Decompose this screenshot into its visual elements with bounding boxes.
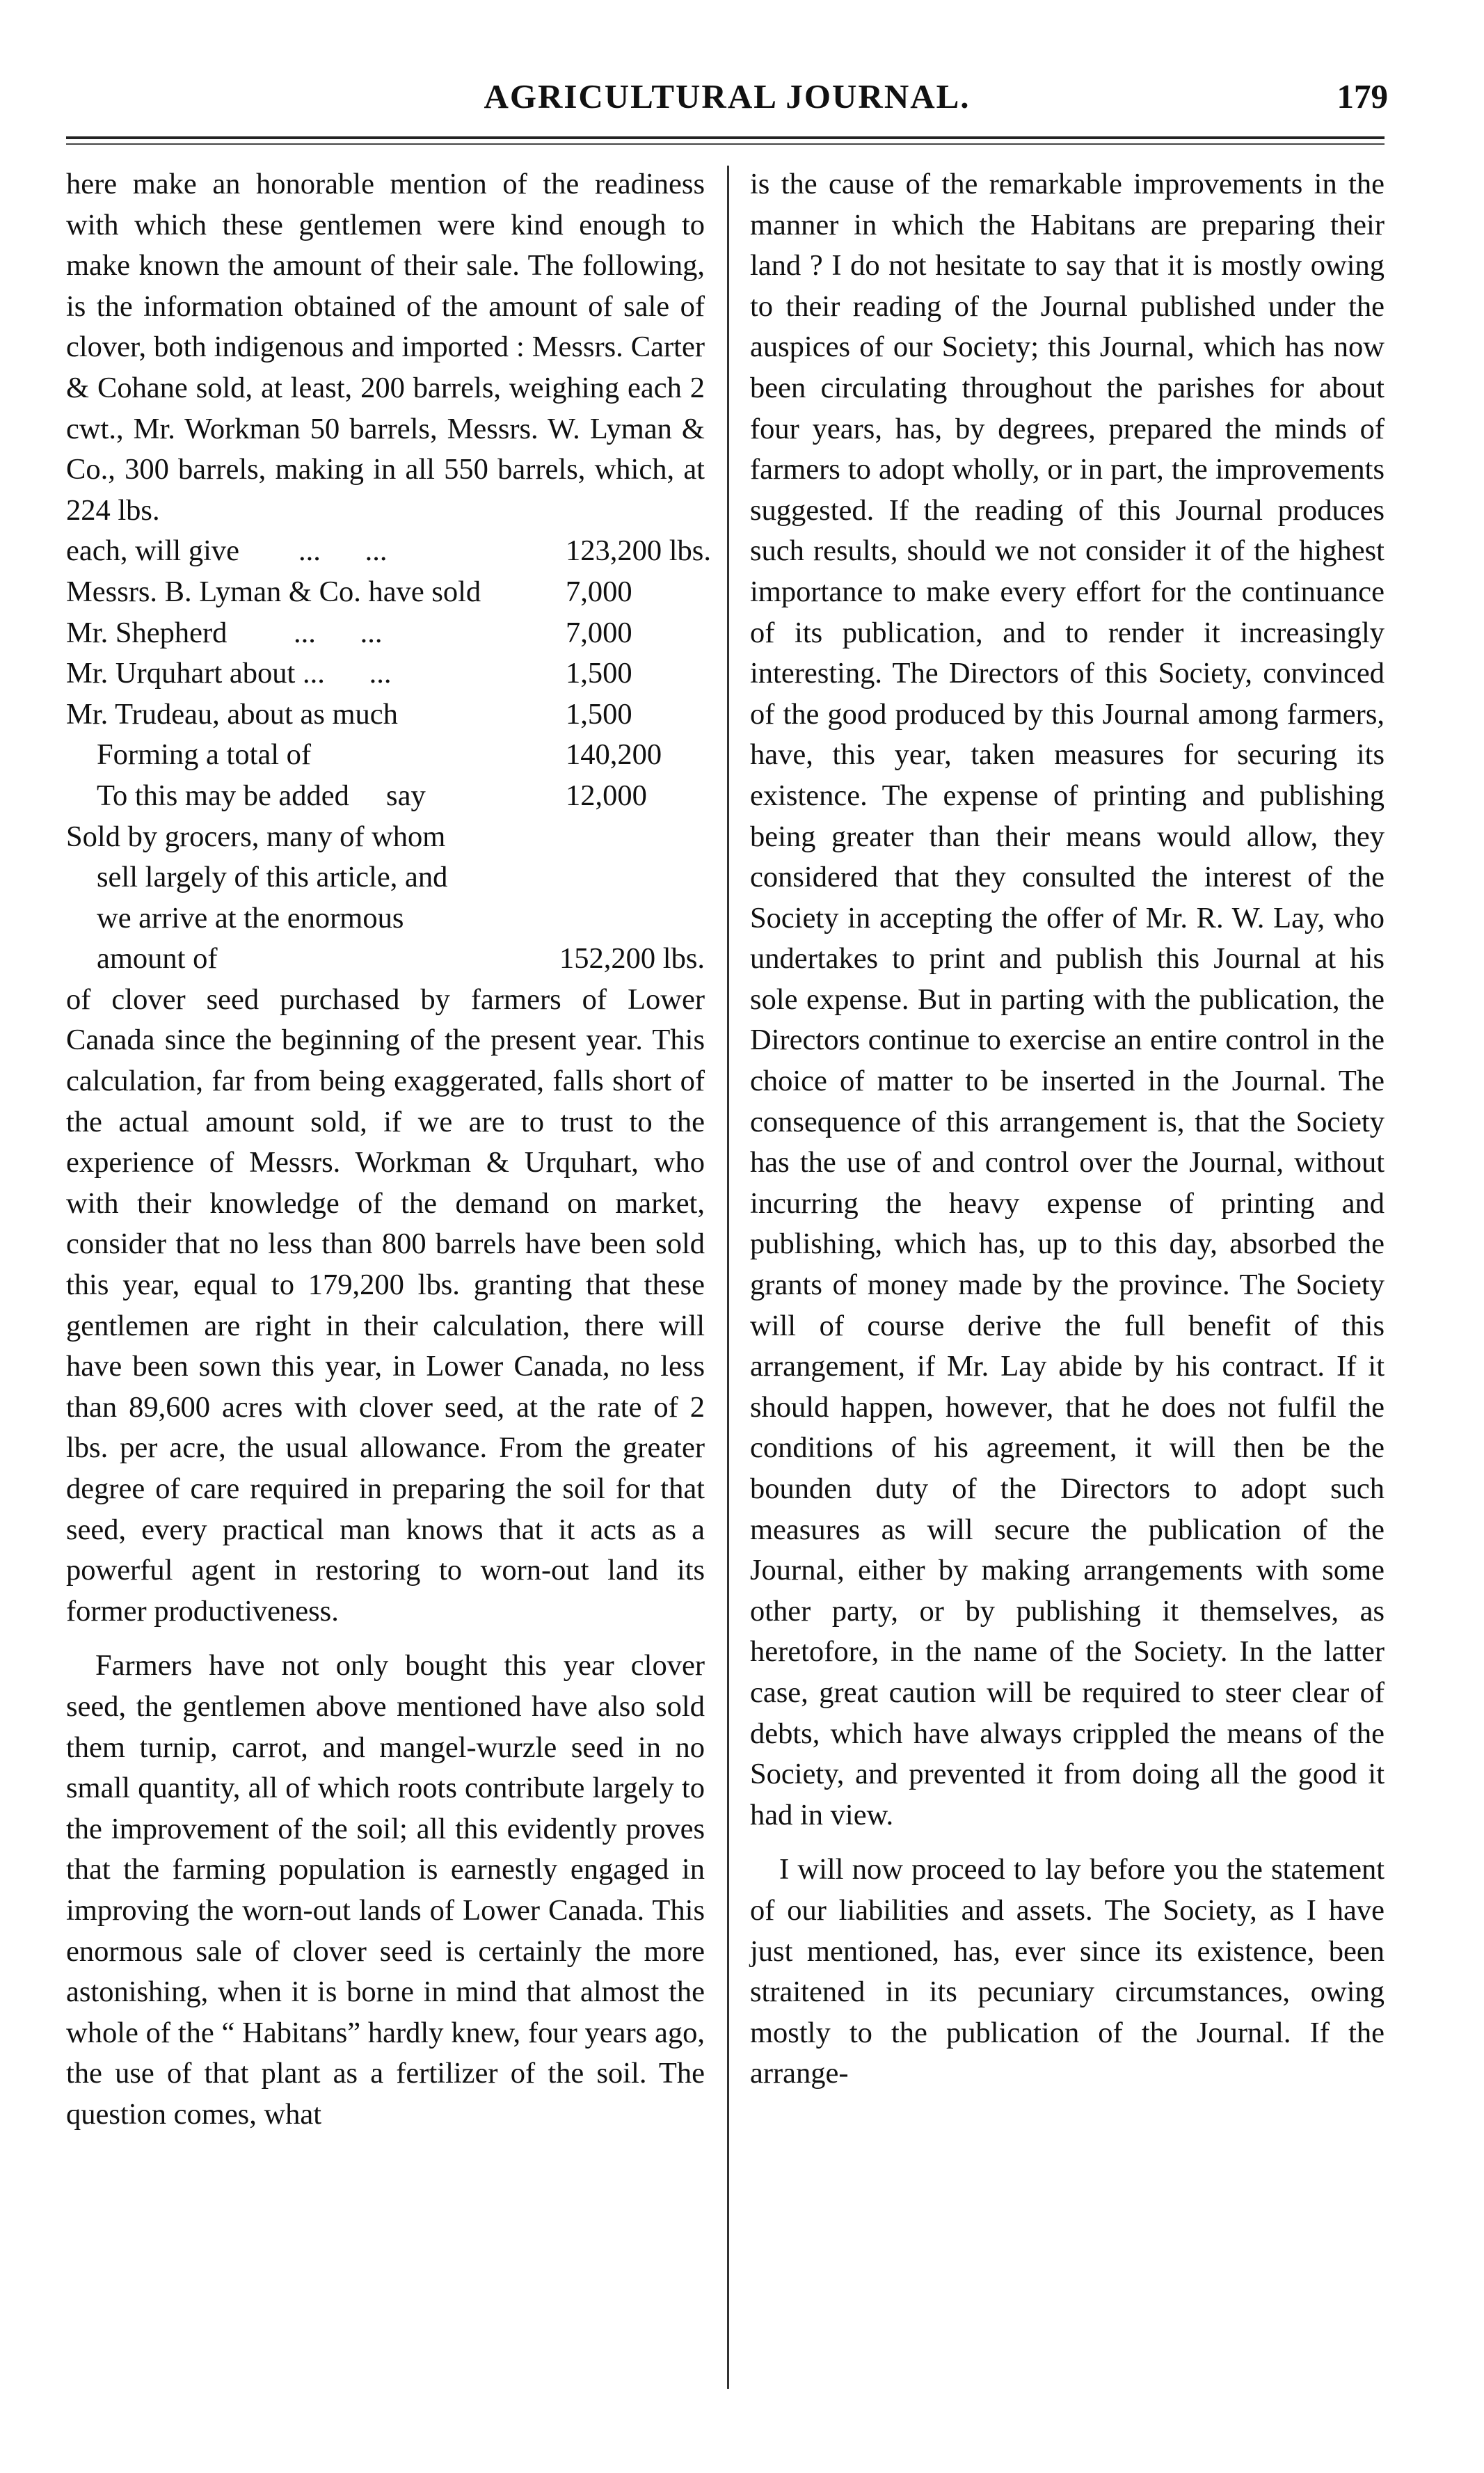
- sales-row-label: Mr. Urquhart about ... ...: [66, 657, 392, 690]
- sales-row-amount: 1,500: [566, 657, 632, 690]
- sales-row-label: Messrs. B. Lyman & Co. have sold: [66, 575, 481, 608]
- column-divider: [727, 166, 729, 2389]
- left-column: [66, 164, 711, 2136]
- sales-row: [66, 653, 705, 694]
- sales-row-label: each, will give ... ...: [66, 534, 388, 568]
- grocers-row: [66, 817, 705, 980]
- sales-row-label: Mr. Shepherd ... ...: [66, 616, 383, 649]
- grand-total-amount: 152,200 lbs.: [559, 942, 705, 976]
- sales-row: [66, 531, 711, 572]
- sales-row-amount: 140,200: [566, 738, 662, 772]
- left-paragraph-continuation: of clover seed purchased by farmers of Lower Canada since the beginning of the present year. This calculation, far from being exaggerated, falls short of the actual amount sold, if we are to trust to the experience of Messrs. Workman & Urquhart, who with their knowledge of the demand on market, consider that no less than 800 barrels have been sold this year, equal to 179,200 lbs. granting that these gentlemen are right in their calculation, there will have been sown this year, in Lower Canada, no less than 89,600 acres with clover seed, at the rate of 2 lbs. per acre, the usual allowance. From the greater degree of care required in preparing the soil for that seed, every practical man knows that it acts as a powerful agent in restoring to worn-out land its former productiveness.: [66, 983, 705, 1628]
- right-column: [750, 164, 1385, 2094]
- running-header: [66, 77, 1388, 125]
- sales-row-amount: 123,200 lbs.: [566, 534, 711, 568]
- header-rule: [66, 136, 1385, 145]
- grocers-line: Sold by grocers, many of whom: [66, 820, 446, 853]
- grocers-text: [66, 817, 525, 980]
- left-intro-paragraph: here make an honorable mention of the readiness with which these gentlemen were kind enough to make known the amount of their sale. The following, is the information obtained of the amount of sale of clover, both indigenous and imported : Messrs. Carter & Cohane sold, at least, 200 barrels, weighing each 2 cwt., Mr. Workman 50 barrels, Messrs. W. Lyman & Co., 300 barrels, making in all 550 barrels, which, at 224 lbs.: [66, 168, 705, 527]
- right-paragraph: I will now proceed to lay before you the statement of our liabilities and assets. The Society, as I have just mentioned, has, ever since its existence, been straitened in its pecuniary circumstances, owing mostly to the publication of the Journal. If the arrange-: [750, 1853, 1385, 2090]
- sales-row: [66, 776, 705, 817]
- grocers-line: sell largely of this article, and: [97, 861, 448, 894]
- right-paragraph-continuation: is the cause of the remarkable improvements in the manner in which the Habitans are preparing their land ? I do not hesitate to say that it is mostly owing to their reading of the Journal published under the auspices of our Society; this Journal, which has now been circulating throughout the parishes for about four years, has, by degrees, prepared the minds of farmers to adopt wholly, or in part, the improvements suggested. If the reading of this Journal produces such results, should we not consider it of the highest importance to make every effort for the continuance of its publication, and to render it increasingly interesting. The Directors of this Society, convinced of the good produced by this Journal among farmers, have, this year, taken measures for securing its existence. The expense of printing and publishing being greater than their means would allow, they considered that they consulted the interest of the Society in accepting the offer of Mr. R. W. Lay, who undertakes to print and publish this Journal at his sole expense. But in parting with the publication, the Directors continue to exercise an entire control in the choice of matter to be inserted in the Journal. The consequence of this arrangement is, that the Society has the use of and control over the Journal, without incurring the heavy expense of printing and publishing, which has, up to this day, absorbed the grants of money made by the province. The Society will of course derive the full benefit of this arrangement, if Mr. Lay abide by his contract. If it should happen, however, that he does not fulfil the conditions of his agreement, it will then be the bounden duty of the Directors to adopt such measures as will secure the publication of the Journal, either by making arrangements with some other party, or by publishing it themselves, as heretofore, in the name of the Society. In the latter case, great caution will be required to steer clear of debts, which have always crippled the means of the Society, and prevented it from doing all the good it had in view.: [750, 168, 1385, 1831]
- sales-row: [66, 613, 705, 654]
- sales-row-amount: 12,000: [566, 779, 647, 812]
- clover-sales-table: [66, 531, 711, 980]
- sales-row: [66, 572, 705, 613]
- sales-row-amount: 7,000: [566, 575, 632, 608]
- grocers-line: amount of: [97, 942, 218, 976]
- sales-row-label: To this may be added say: [97, 779, 426, 812]
- page-number: 179: [1337, 77, 1388, 116]
- sales-row-label: Mr. Trudeau, about as much: [66, 697, 398, 731]
- journal-title: AGRICULTURAL JOURNAL.: [484, 77, 971, 116]
- grocers-line: we arrive at the enormous: [97, 901, 404, 935]
- sales-row-amount: 1,500: [566, 697, 632, 731]
- left-paragraph: Farmers have not only bought this year clover seed, the gentlemen above mentioned have also sold them turnip, carrot, and mangel-wurzle seed in no small quantity, all of which roots contribute largely to the improvement of the soil; all this evidently proves that the farming population is earnestly engaged in improving the worn-out lands of Lower Canada. This enormous sale of clover seed is certainly the more astonishing, when it is borne in mind that almost the whole of the “ Habitans” hardly knew, four years ago, the use of that plant as a fertilizer of the soil. The question comes, what: [66, 1649, 705, 2131]
- sales-row: [66, 694, 705, 735]
- sales-row-label: Forming a total of: [97, 738, 312, 772]
- sales-row-amount: 7,000: [566, 616, 632, 649]
- sales-total-row: [66, 735, 705, 776]
